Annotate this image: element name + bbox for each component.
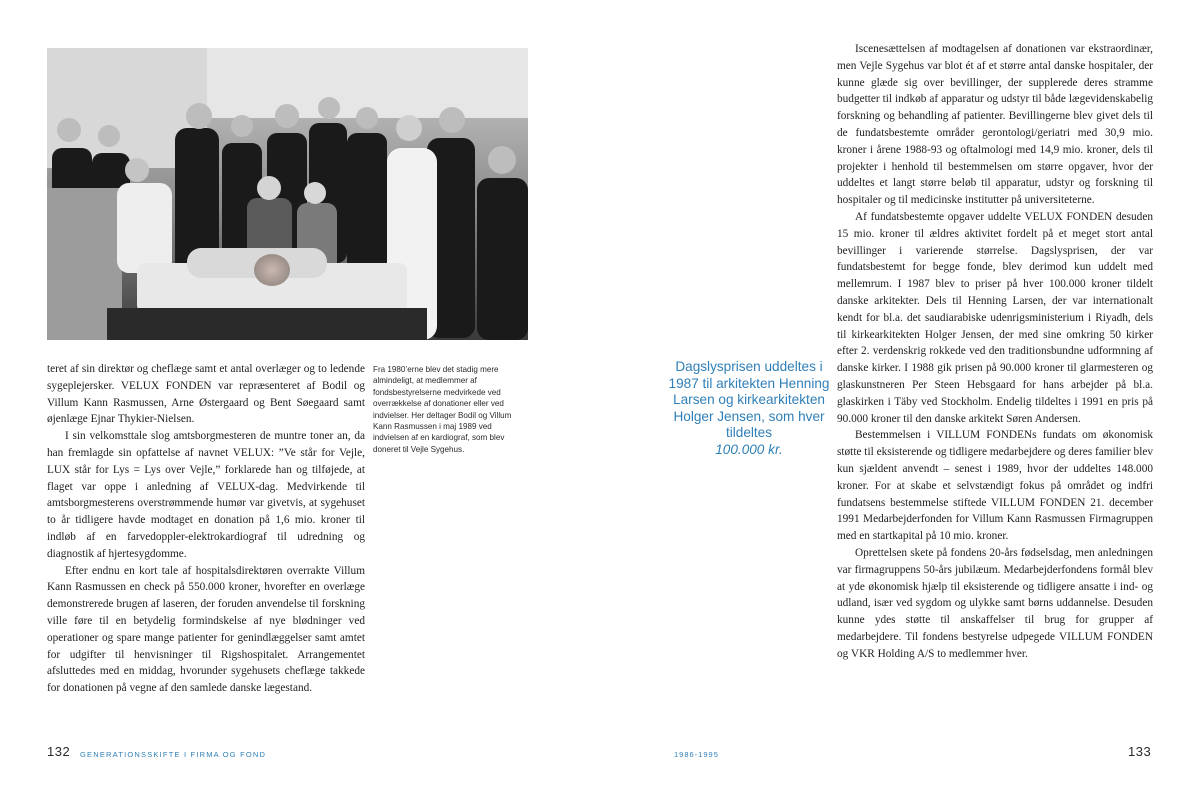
- paragraph: Oprettelsen skete på fondens 20-års fødselsdag, men anledningen var firmagruppens 50-års jubilæum. Medarbejderfondens formål blev at yde økonomisk hjælp til eksisterende og tidligere ansatte i ind- og udland, især ved sygdom og ulykke samt børns uddannelse. Desuden kunne ydes støtte til anskaffelser til brug for grupper af medarbejdere. Til fondens bestyrelse udpegede VILLUM FONDEN og VKR Holding A/S to medlemmer hver.: [837, 546, 1153, 660]
- period-running-title: 1986-1995: [674, 750, 719, 759]
- paragraph: Af fundatsbestemte opgaver uddelte VELUX FONDEN desuden 15 mio. kroner til ældres aktivitet fordelt på et meget stort antal bevillinger i varierende størrelse. Dagslysprisen, der var fundatsbestemt for begge fonde, blev derimod kun uddelt med mellemrum. I 1987 blev to priser på hver 100.000 kroner tildelt danske arkitekter. Dels til Henning Larsen, der var internationalt kendt for bl.a. det saudiarabiske udenrigsministerium i Riyadh, dels til kirkearkitekten Holger Jensen, der med sine omkring 50 kirker efter 2. verdenskrig rokkede ved den traditionsbundne udformning af danske kirker. I 1988 gik prisen på 90.000 kroner til glarmesteren og glaskunstneren Per Steen Hebsgaard for hans arbejder på bl.a. glaskirken i Täby ved Stockholm. Endelig tildeltes i 1991 en pris på 90.000 kroner til den danske arkitekt Søren Andersen.: [837, 210, 1153, 425]
- paragraph: teret af sin direktør og cheflæge samt et antal overlæger og to ledende sygeplejersker. VELUX FONDEN var repræsenteret af Bodil og Villum Kann Rasmussen, Arne Østergaard og Bent Søegaard samt øjenlæge Ejnar Thykier-Nielsen.: [47, 363, 365, 426]
- left-page-number: 132: [47, 744, 71, 759]
- left-running-title: GENERATIONSSKIFTE I FIRMA OG FOND: [80, 750, 267, 759]
- photo-caption: Fra 1980’erne blev det stadig mere almindeligt, at medlemmer af fondsbestyrelserne medvirkede ved overrækkelse af donationer eller ved indvielser. Her deltager Bodil og Villum Kann Rasmussen i maj 1989 ved indvielsen af en kardiograf, som blev doneret til Vejle Sygehus.: [373, 365, 512, 454]
- pull-quote: [668, 359, 830, 459]
- right-page-number: 133: [1128, 744, 1152, 759]
- pull-quote-amount: 100.000 kr.: [715, 441, 783, 457]
- paragraph: Bestemmelsen i VILLUM FONDENs fundats om økonomisk støtte til eksisterende og tidligere medarbejdere og deres familier blev kun sjældent anvendt – senest i 1989, hvor der uddeltes 148.000 kroner. For at skabe et selvstændigt fokus på området og indfri fundatsens bestemmelse stiftede VILLUM FONDEN 21. december 1991 Medarbejderfonden for Villum Kann Rasmussen Firmagruppen med en startkapital på 10 mio. kroner.: [837, 429, 1153, 543]
- right-body-column: [837, 41, 1153, 662]
- paragraph: I sin velkomsttale slog amtsborgmesteren de muntre toner an, da han fremlagde sin opfattelse af navnet VELUX: ”Ve står for Vejle, LUX står for Lys = Lys over Vejle,” forklarede han og tilføjede, at flaget var oppe i anledning af VELUX-dag. Medvirkende til amtsborgmesterens overstrømmende humør var givetvis, at sygehuset to år tidligere havde modtaget en donation på 1,6 mio. kroner til indløb af en farvedoppler-elektrokardiograf til udredning og diagnostik af hjertesygdomme.: [47, 430, 365, 560]
- paragraph: Efter endnu en kort tale af hospitalsdirektøren overrakte Villum Kann Rasmussen en check på 550.000 kroner, hvorefter en overlæge demonstrerede brugen af laseren, der foruden anvendelse til forskning ville føre til en betydelig formindskelse af nye blødninger ved operationer og spare mange patienter for genindlæggelser samt amtet for udgifter til henvisninger til Rigshospitalet. Arrangementet afsluttedes med en middag, hvorunder sygehusets cheflæge takkede for donationen på vegne af den samlede danske lægestand.: [47, 564, 365, 695]
- event-photograph: [47, 48, 528, 340]
- pull-quote-text: Dagslysprisen uddeltes i 1987 til arkitekten Henning Larsen og kirkearkitekten Holger Jensen, som hver tildeltes: [668, 359, 830, 441]
- left-body-column: [47, 361, 365, 697]
- paragraph: Iscenesættelsen af modtagelsen af donationen var ekstraordinær, men Vejle Sygehus var blot ét af et større antal danske hospitaler, der kunne glæde sig over bevillinger, der supplerede deres stramme budgetter til indkøb af apparatur og udstyr til både lægevidenskabelig forskning og behandling af patienter. Bevillingerne blev givet dels til de fundatsbestemte områder gerontologi/geriatri med 30,9 mio. kroner i årene 1988-93 og oftalmologi med 14,9 mio. kroner, dels til projekter i henhold til bestemmelsen om større opgaver, hvor der uddeltes et langt større beløb til apparatur, udstyr og forskning til hospitaler og til medicinske institutter på universiteterne.: [837, 43, 1153, 207]
